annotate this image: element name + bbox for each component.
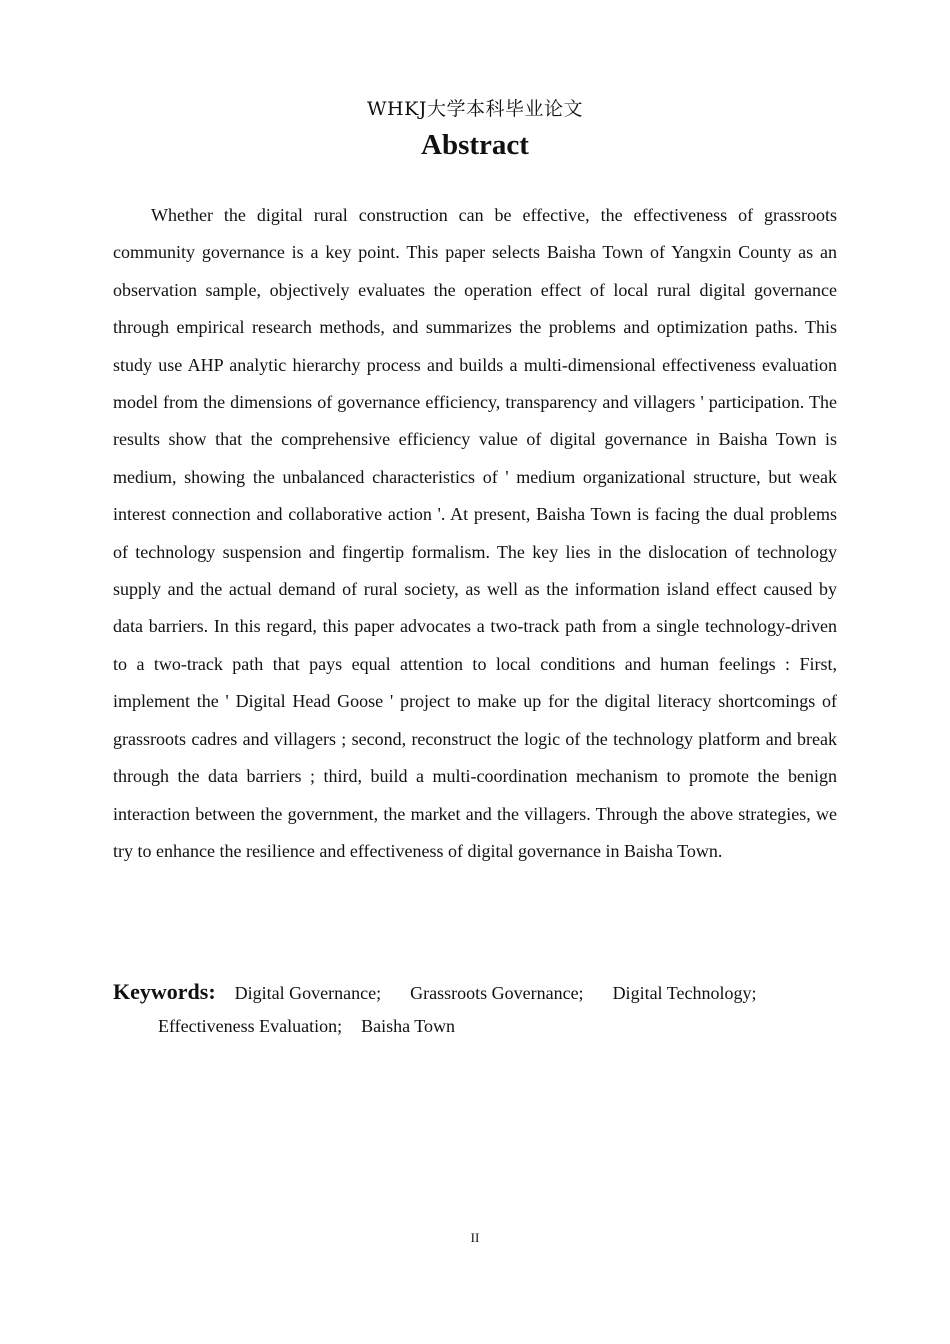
- keywords-section: [113, 979, 837, 1037]
- keyword-item: Digital Governance;: [234, 983, 382, 1003]
- keyword-item: Effectiveness Evaluation;: [158, 1016, 343, 1036]
- page-title: Abstract: [421, 129, 529, 161]
- keyword-item: Grassroots Governance;: [410, 983, 584, 1003]
- keywords-line-1: [113, 979, 837, 1013]
- keyword-item: Digital Technology;: [612, 983, 757, 1003]
- running-header: WHKJ大学本科毕业论文: [367, 98, 583, 120]
- keywords-label: Keywords:: [113, 979, 216, 1004]
- page-number: II: [470, 1230, 480, 1245]
- abstract-paragraph: Whether the digital rural construction can be effective, the effectiveness of grassroots community governance is a key point. This paper selects Baisha Town of Yangxin County as an observation sample, objectively evaluates the operation effect of local rural digital governance through empirical research methods, and summarizes the problems and optimization paths. This study use AHP analytic hierarchy process and builds a multi-dimensional effectiveness evaluation model from the dimensions of governance efficiency, transparency and villagers ' participation. The results show that the comprehensive efficiency value of digital governance in Baisha Town is medium, showing the unbalanced characteristics of ' medium organizational structure, but weak interest connection and collaborative action '. At present, Baisha Town is facing the dual problems of technology suspension and fingertip formalism. The key lies in the dislocation of technology supply and the actual demand of rural society, as well as the information island effect caused by data barriers. In this regard, this paper advocates a two-track path from a single technology-driven to a two-track path that pays equal attention to local conditions and human feelings : First, implement the ' Digital Head Goose ' project to make up for the digital literacy shortcomings of grassroots cadres and villagers ; second, reconstruct the logic of the technology platform and break through the data barriers ; third, build a multi-coordination mechanism to promote the benign interaction between the government, the market and the villagers. Through the above strategies, we try to enhance the resilience and effectiveness of digital governance in Baisha Town.: [113, 205, 837, 861]
- keyword-item: Baisha Town: [361, 1016, 456, 1036]
- keywords-line-2: [113, 1016, 837, 1037]
